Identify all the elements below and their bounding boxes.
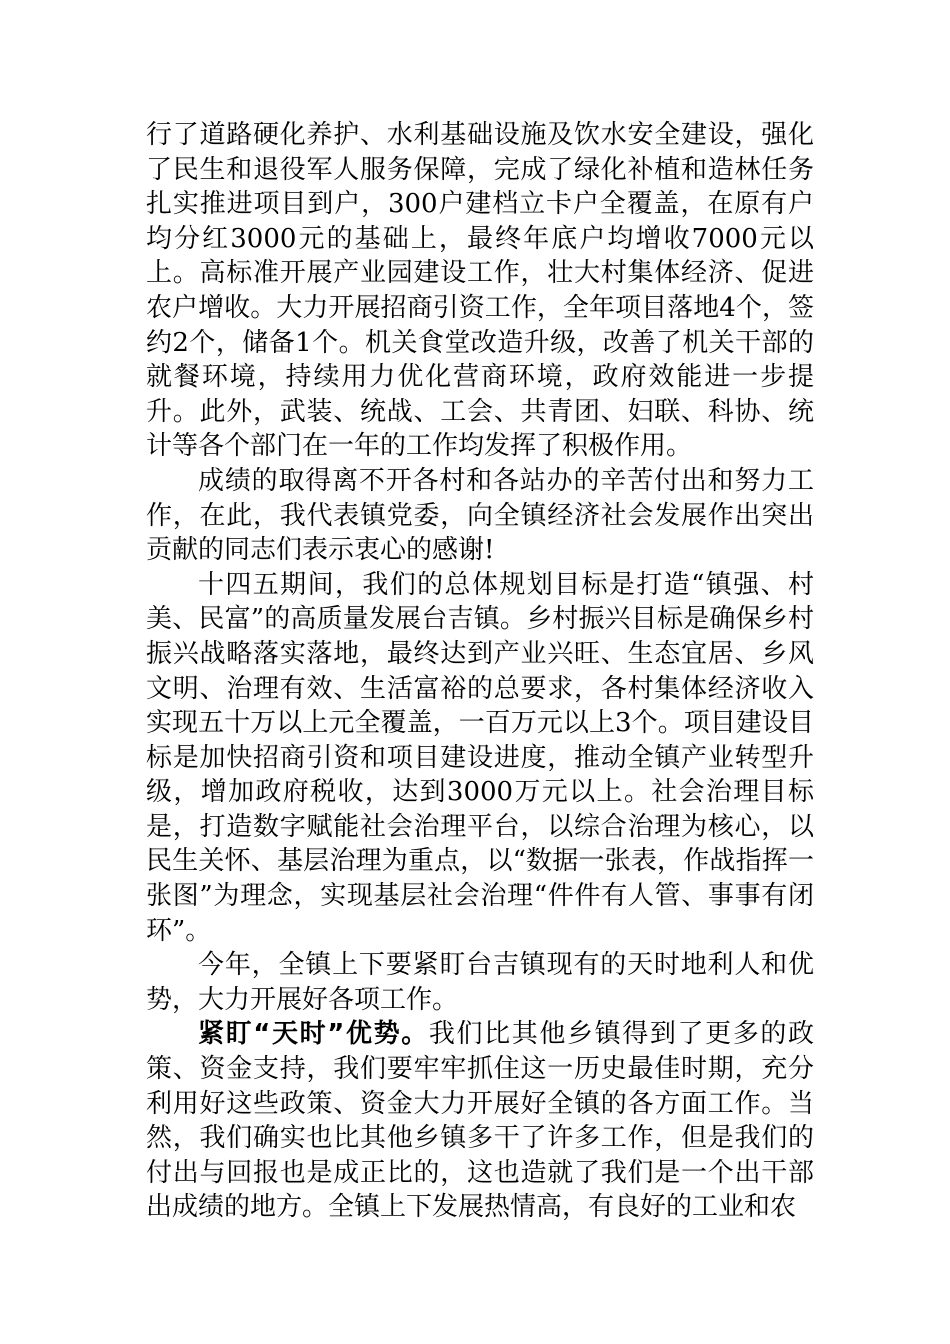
- paragraph-1: [146, 118, 814, 464]
- paragraph-5: [146, 1017, 814, 1225]
- paragraph-3: [146, 568, 814, 949]
- paragraph-lead-heading: 紧盯“天时”优势。: [198, 1019, 429, 1050]
- paragraph-text: 今年，全镇上下要紧盯台吉镇现有的天时地利人和优势，大力开展好各项工作。: [146, 950, 814, 1015]
- document-page: [146, 118, 814, 1225]
- paragraph-2: [146, 464, 814, 568]
- paragraph-text: 十四五期间，我们的总体规划目标是打造“镇强、村美、民富”的高质量发展台吉镇。乡村振兴目标是确保乡村振兴战略落实落地，最终达到产业兴旺、生态宜居、乡风文明、治理有效、生活富裕的总要求，各村集体经济收入实现五十万以上元全覆盖，一百万元以上3个。项目建设目标是加快招商引资和项目建设进度，推动全镇产业转型升级，增加政府税收，达到3000万元以上。社会治理目标是，打造数字赋能社会治理平台，以综合治理为核心，以民生关怀、基层治理为重点，以“数据一张表，作战指挥一张图”为理念，实现基层社会治理“件件有人管、事事有闭环”。: [146, 569, 814, 946]
- paragraph-text: 我们比其他乡镇得到了更多的政策、资金支持，我们要牢牢抓住这一历史最佳时期，充分利用好这些政策、资金大力开展好全镇的各方面工作。当然，我们确实也比其他乡镇多干了许多工作，但是我们的付出与回报也是成正比的，这也造就了我们是一个出干部出成绩的地方。全镇上下发展热情高，有良好的工业和农: [146, 1019, 814, 1223]
- paragraph-4: [146, 948, 814, 1017]
- paragraph-text: 成绩的取得离不开各村和各站办的辛苦付出和努力工作，在此，我代表镇党委，向全镇经济社会发展作出突出贡献的同志们表示衷心的感谢!: [146, 465, 814, 566]
- paragraph-text: 行了道路硬化养护、水利基础设施及饮水安全建设，强化了民生和退役军人服务保障，完成了绿化补植和造林任务扎实推进项目到户，300户建档立卡户全覆盖，在原有户均分红3000元的基础上，最终年底户均增收7000元以上。高标准开展产业园建设工作，壮大村集体经济、促进农户增收。大力开展招商引资工作，全年项目落地4个，签约2个，储备1个。机关食堂改造升级，改善了机关干部的就餐环境，持续用力优化营商环境，政府效能进一步提升。此外，武装、统战、工会、共青团、妇联、科协、统计等各个部门在一年的工作均发挥了积极作用。: [146, 120, 814, 462]
